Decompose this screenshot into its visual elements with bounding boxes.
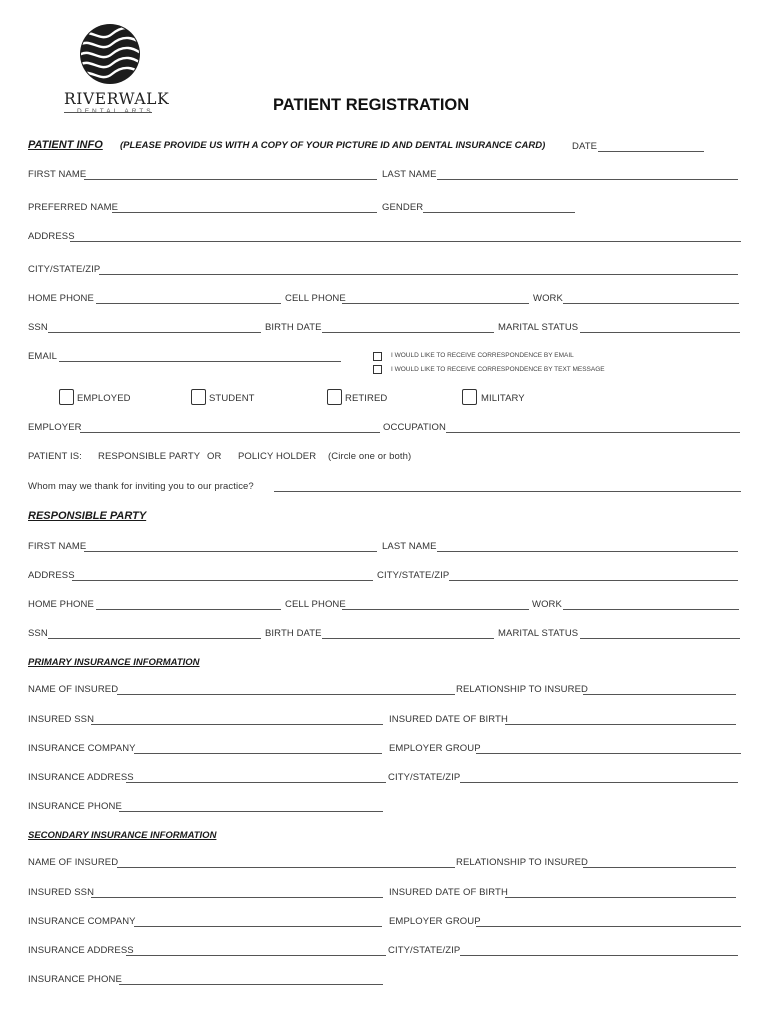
rp-home-phone-label: HOME PHONE — [28, 599, 94, 610]
birth-date-field[interactable] — [322, 332, 494, 333]
si-address-label: INSURANCE ADDRESS — [28, 945, 134, 956]
rp-ssn-label: SSN — [28, 628, 48, 639]
last-name-field[interactable] — [437, 179, 738, 180]
pi-address-label: INSURANCE ADDRESS — [28, 772, 134, 783]
pi-company-label: INSURANCE COMPANY — [28, 743, 136, 754]
city-state-zip-label: CITY/STATE/ZIP — [28, 264, 101, 275]
si-insured-ssn-label: INSURED SSN — [28, 887, 95, 898]
date-field[interactable] — [598, 151, 704, 152]
email-label: EMAIL — [28, 351, 58, 362]
home-phone-label: HOME PHONE — [28, 293, 94, 304]
rp-address-field[interactable] — [72, 580, 373, 581]
retired-checkbox[interactable] — [327, 389, 342, 405]
rp-last-name-field[interactable] — [437, 551, 738, 552]
or-label: OR — [207, 451, 222, 462]
rp-birth-date-field[interactable] — [322, 638, 494, 639]
si-address-field[interactable] — [126, 955, 386, 956]
address-label: ADDRESS — [28, 231, 75, 242]
page-title: PATIENT REGISTRATION — [273, 96, 470, 114]
si-insured-dob-label: INSURED DATE OF BIRTH — [389, 887, 508, 898]
text-correspondence-label: I WOULD LIKE TO RECEIVE CORRESPONDENCE BY TEXT MESSAGE — [391, 366, 605, 373]
email-correspondence-label: I WOULD LIKE TO RECEIVE CORRESPONDENCE BY EMAIL — [391, 352, 574, 359]
rp-home-phone-field[interactable] — [96, 609, 281, 610]
pi-city-state-zip-label: CITY/STATE/ZIP — [388, 772, 461, 783]
rp-address-label: ADDRESS — [28, 570, 75, 581]
rp-first-name-field[interactable] — [84, 551, 377, 552]
address-field[interactable] — [70, 241, 741, 242]
rp-marital-status-field[interactable] — [580, 638, 740, 639]
responsible-party-heading: RESPONSIBLE PARTY — [28, 510, 147, 522]
pi-employer-group-label: EMPLOYER GROUP — [389, 743, 481, 754]
pi-company-field[interactable] — [134, 753, 382, 754]
student-label: STUDENT — [209, 393, 255, 404]
pi-address-field[interactable] — [126, 782, 386, 783]
rp-marital-status-label: MARITAL STATUS — [498, 628, 579, 639]
student-checkbox[interactable] — [191, 389, 206, 405]
pi-name-of-insured-field[interactable] — [117, 694, 455, 695]
pi-insured-dob-field[interactable] — [505, 724, 736, 725]
military-label: MILITARY — [481, 393, 525, 404]
first-name-field[interactable] — [84, 179, 377, 180]
rp-city-state-zip-label: CITY/STATE/ZIP — [377, 570, 450, 581]
rp-cell-phone-field[interactable] — [342, 609, 529, 610]
si-company-label: INSURANCE COMPANY — [28, 916, 136, 927]
work-label: WORK — [533, 293, 563, 304]
preferred-name-field[interactable] — [112, 212, 377, 213]
si-phone-label: INSURANCE PHONE — [28, 974, 122, 985]
rp-birth-date-label: BIRTH DATE — [265, 628, 322, 639]
email-field[interactable] — [59, 361, 341, 362]
si-city-state-zip-label: CITY/STATE/ZIP — [388, 945, 461, 956]
referral-field[interactable] — [274, 491, 741, 492]
rp-city-state-zip-field[interactable] — [449, 580, 738, 581]
primary-insurance-heading: PRIMARY INSURANCE INFORMATION — [28, 657, 200, 668]
pi-name-of-insured-label: NAME OF INSURED — [28, 684, 119, 695]
cell-phone-label: CELL PHONE — [285, 293, 346, 304]
si-phone-field[interactable] — [119, 984, 383, 985]
home-phone-field[interactable] — [96, 303, 281, 304]
si-city-state-zip-field[interactable] — [460, 955, 738, 956]
brand-subtitle: DENTAL ARTS — [77, 108, 154, 115]
rp-work-label: WORK — [532, 599, 562, 610]
occupation-label: OCCUPATION — [383, 422, 446, 433]
rp-ssn-field[interactable] — [48, 638, 261, 639]
patient-is-label: PATIENT IS: — [28, 451, 82, 462]
gender-label: GENDER — [382, 202, 424, 213]
secondary-insurance-heading: SECONDARY INSURANCE INFORMATION — [28, 830, 217, 841]
si-name-of-insured-label: NAME OF INSURED — [28, 857, 119, 868]
email-correspondence-checkbox[interactable] — [373, 352, 382, 361]
si-employer-group-label: EMPLOYER GROUP — [389, 916, 481, 927]
marital-status-field[interactable] — [580, 332, 740, 333]
policy-holder-option[interactable]: POLICY HOLDER — [238, 451, 317, 462]
employer-label: EMPLOYER — [28, 422, 82, 433]
pi-insured-ssn-field[interactable] — [91, 724, 383, 725]
riverwalk-logo-icon — [78, 22, 142, 86]
pi-insured-dob-label: INSURED DATE OF BIRTH — [389, 714, 508, 725]
pi-city-state-zip-field[interactable] — [460, 782, 738, 783]
pi-relationship-label: RELATIONSHIP TO INSURED — [456, 684, 588, 695]
employed-label: EMPLOYED — [77, 393, 131, 404]
pi-phone-label: INSURANCE PHONE — [28, 801, 122, 812]
si-insured-ssn-field[interactable] — [91, 897, 383, 898]
preferred-name-label: PREFERRED NAME — [28, 202, 119, 213]
si-relationship-field[interactable] — [583, 867, 736, 868]
rp-last-name-label: LAST NAME — [382, 541, 437, 552]
si-company-field[interactable] — [134, 926, 382, 927]
text-correspondence-checkbox[interactable] — [373, 365, 382, 374]
retired-label: RETIRED — [345, 393, 388, 404]
patient-info-heading: PATIENT INFO — [28, 139, 103, 151]
referral-label: Whom may we thank for inviting you to our practice? — [28, 481, 254, 492]
employed-checkbox[interactable] — [59, 389, 74, 405]
cell-phone-field[interactable] — [342, 303, 529, 304]
si-relationship-label: RELATIONSHIP TO INSURED — [456, 857, 588, 868]
military-checkbox[interactable] — [462, 389, 477, 405]
gender-field[interactable] — [423, 212, 575, 213]
id-card-note: (PLEASE PROVIDE US WITH A COPY OF YOUR PICTURE ID AND DENTAL INSURANCE CARD) — [120, 140, 546, 151]
last-name-label: LAST NAME — [382, 169, 437, 180]
birth-date-label: BIRTH DATE — [265, 322, 322, 333]
first-name-label: FIRST NAME — [28, 169, 87, 180]
rp-cell-phone-label: CELL PHONE — [285, 599, 346, 610]
date-label: DATE — [572, 141, 598, 152]
pi-insured-ssn-label: INSURED SSN — [28, 714, 95, 725]
rp-work-phone-field[interactable] — [563, 609, 739, 610]
responsible-party-option[interactable]: RESPONSIBLE PARTY — [98, 451, 201, 462]
si-name-of-insured-field[interactable] — [117, 867, 455, 868]
marital-status-label: MARITAL STATUS — [498, 322, 579, 333]
si-employer-group-field[interactable] — [476, 926, 741, 927]
city-state-zip-field[interactable] — [99, 274, 738, 275]
circle-note: (Circle one or both) — [328, 451, 412, 462]
occupation-field[interactable] — [446, 432, 740, 433]
employer-field[interactable] — [80, 432, 380, 433]
brand-name: RIVERWALK — [64, 90, 170, 108]
pi-employer-group-field[interactable] — [476, 753, 741, 754]
si-insured-dob-field[interactable] — [505, 897, 736, 898]
work-phone-field[interactable] — [563, 303, 739, 304]
ssn-field[interactable] — [48, 332, 261, 333]
ssn-label: SSN — [28, 322, 48, 333]
rp-first-name-label: FIRST NAME — [28, 541, 87, 552]
pi-relationship-field[interactable] — [583, 694, 736, 695]
pi-phone-field[interactable] — [119, 811, 383, 812]
